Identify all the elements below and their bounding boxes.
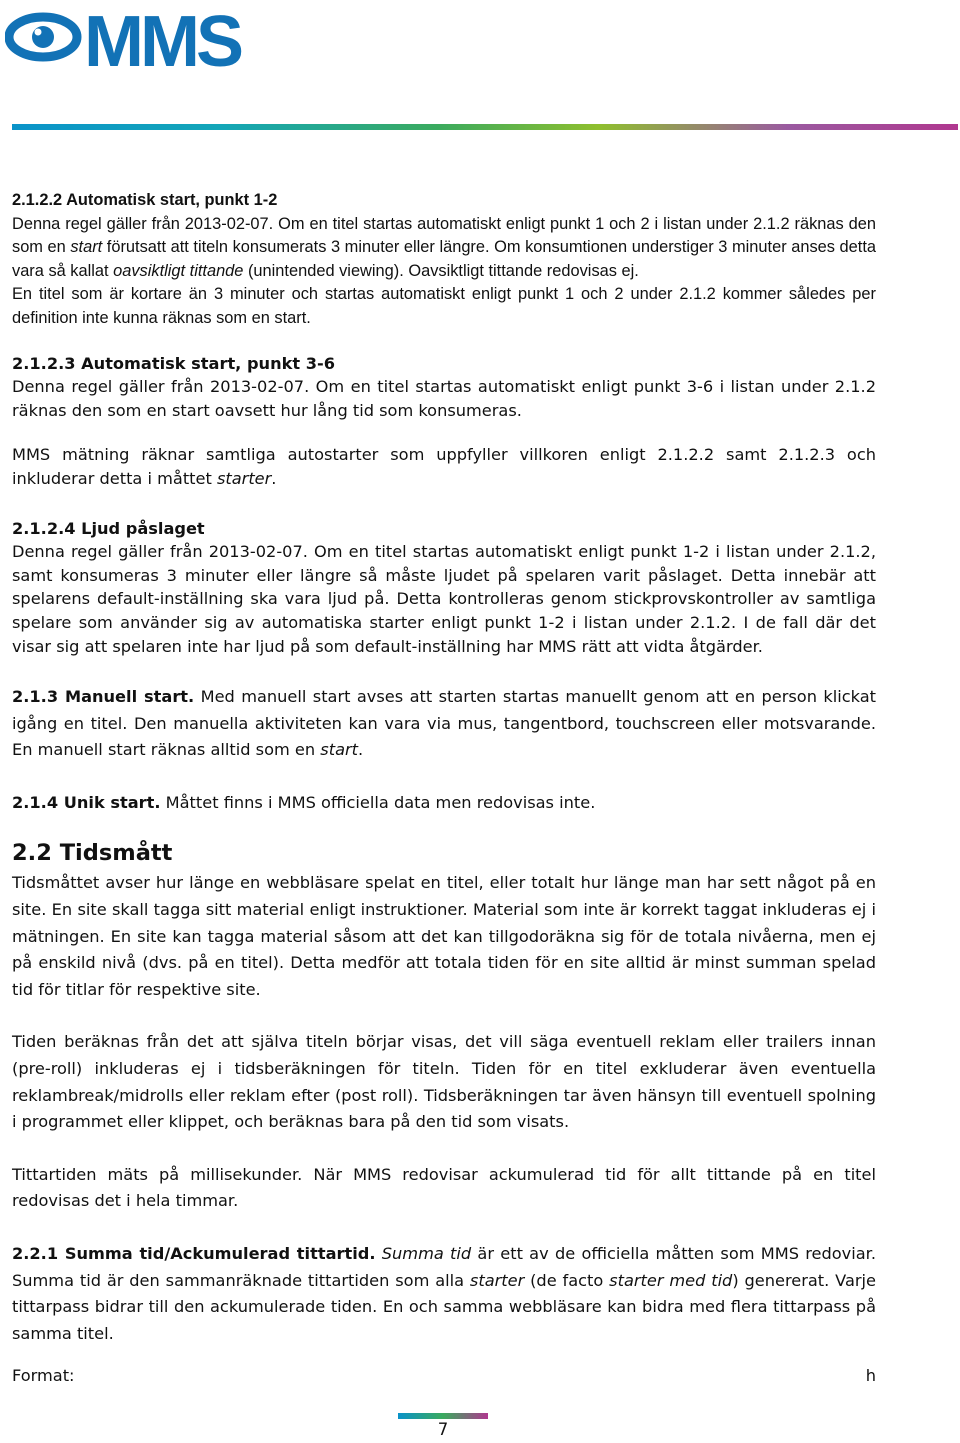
- heading-213: 2.1.3 Manuell start.: [12, 687, 195, 707]
- text-22-p1: Tidsmåttet avser hur länge en webbläsare spelat en titel, eller totalt hur länge man har sett något på en site. En site skall tagga sitt material enligt instruktioner. Material som inte är korrekt taggat inkluderas ej i mätningen. En site kan tagga material såsom att det kan tillgodoräkna sig för de totala nivåerna, men ej på enskild nivå (dvs. på en titel). Detta medför att totala tiden för en site alltid är minst summan spelad tid för titlar för respektive site.: [12, 873, 876, 999]
- text-2122-p2: förutsatt att titeln konsumerats 3 minuter eller längre. Om konsumtionen understiger 3 minuter anses detta vara så kallat: [12, 238, 876, 280]
- mms-logo: [5, 4, 263, 68]
- logo-wordmark: MMS: [84, 4, 240, 68]
- heading-2122: 2.1.2.2 Automatisk start, punkt 1-2: [12, 191, 278, 209]
- text-213: Med manuell start avses att starten startas manuellt genom att en person klickat igång en titel. Den manuella aktiviteten kan vara via mus, tangentbord, touchscreen eller motsvarande. En manuell start räknas alltid som en: [12, 687, 876, 760]
- section-2123: [12, 352, 876, 423]
- paragraph-autostarter: [12, 443, 876, 490]
- document-body: [12, 189, 876, 1347]
- text-22-p3: Tittartiden mäts på millisekunder. När MMS redovisar ackumulerad tid för allt tittande på en titel redovisas det i hela timmar.: [12, 1164, 876, 1211]
- text-214: Måttet finns i MMS officiella data men redovisas inte.: [160, 792, 596, 812]
- section-2124: [12, 517, 876, 659]
- section-214: [12, 790, 876, 817]
- text-2122-p3: (unintended viewing). Oavsiktligt tittande redovisas ej.: [243, 261, 639, 280]
- term-summa-tid: Summa tid: [381, 1244, 472, 1263]
- format-value: h: [865, 1366, 876, 1385]
- page-number: 7: [437, 1420, 449, 1439]
- term-start: start: [70, 238, 103, 257]
- section-221: [12, 1241, 876, 1347]
- heading-221: 2.2.1 Summa tid/Ackumulerad tittartid.: [12, 1244, 376, 1263]
- section-2122: [12, 189, 876, 331]
- term-start-213: start: [320, 740, 358, 760]
- heading-2123: 2.1.2.3 Automatisk start, punkt 3-6: [12, 353, 335, 373]
- heading-22: 2.2 Tidsmått: [12, 840, 173, 867]
- format-line: [12, 1365, 876, 1387]
- text-221-t3: ) genererat. Varje tittarpass bidrar till den ackumulerade tiden. En och samma webbläsare kan bidra med flera tittarpass på samma titel.: [12, 1270, 877, 1343]
- text-2124: Denna regel gäller från 2013-02-07. Om en titel startas automatiskt enligt punkt 1-2 i listan under 2.1.2, samt konsumeras 3 minuter eller längre så måste ljudet på spelaren varit påslaget. Detta innebär att spelarens default-inställning ska vara ljud på. Detta kontrolleras genom stickprovskontroller av samtliga spelare som använder sig av automatiska starter enligt punkt 1-2 i listan under 2.1.2. I de fall där det visar sig att spelaren inte har ljud på som default-inställning har MMS rätt att vidta åtgärder.: [12, 542, 876, 656]
- text-2122-p1: Denna regel gäller från 2013-02-07. Om en titel startas automatiskt enligt punkt 1 och 2 i listan under 2.1.2 räknas den som en: [12, 214, 876, 257]
- text-period-213: .: [358, 740, 364, 760]
- header-gradient-bar: [12, 124, 958, 130]
- term-starter: starter: [216, 468, 272, 488]
- term-oavsiktligt-tittande: oavsiktligt tittande: [113, 261, 244, 280]
- footer-gradient-bar: [398, 1413, 488, 1419]
- text-period: .: [271, 468, 277, 488]
- text-221-t2: (de facto: [524, 1270, 610, 1290]
- section-213: [12, 684, 876, 764]
- format-label: Format:: [12, 1366, 75, 1385]
- eye-icon: [5, 4, 263, 68]
- term-starter-med-tid: starter med tid: [609, 1270, 733, 1290]
- text-2123: Denna regel gäller från 2013-02-07. Om en titel startas automatiskt enligt punkt 3-6 i listan under 2.1.2 räknas den som en start oavsett hur lång tid som konsumeras.: [12, 377, 876, 420]
- text-22-p2: Tiden beräknas från det att själva titeln börjar visas, det vill säga eventuell reklam eller trailers innan (pre-roll) inkluderas ej i tidsberäkningen för titeln. Tiden för en titel exkluderar även eventuella reklambreak/midrolls eller reklam efter (post roll). Tidsberäkningen tar även hänsyn till eventuell spolning i programmet eller klippet, och beräknas bara på den tid som visats.: [12, 1032, 876, 1132]
- term-starter-221: starter: [469, 1270, 525, 1290]
- text-221-t1: är ett av de officiella måtten som MMS redoviar. Summa tid är den sammanräknade tittartiden som alla: [12, 1244, 876, 1290]
- text-2122-p4: En titel som är kortare än 3 minuter och startas automatiskt enligt punkt 1 och 2 under 2.1.2 kommer således per definition inte kunna räknas som en start.: [12, 285, 876, 327]
- text-autostarter: MMS mätning räknar samtliga autostarter som uppfyller villkoren enligt 2.1.2.2 samt 2.1.2.3 och inkluderar detta i måttet: [12, 445, 876, 488]
- heading-2124: 2.1.2.4 Ljud påslaget: [12, 518, 205, 538]
- heading-214: 2.1.4 Unik start.: [12, 792, 161, 812]
